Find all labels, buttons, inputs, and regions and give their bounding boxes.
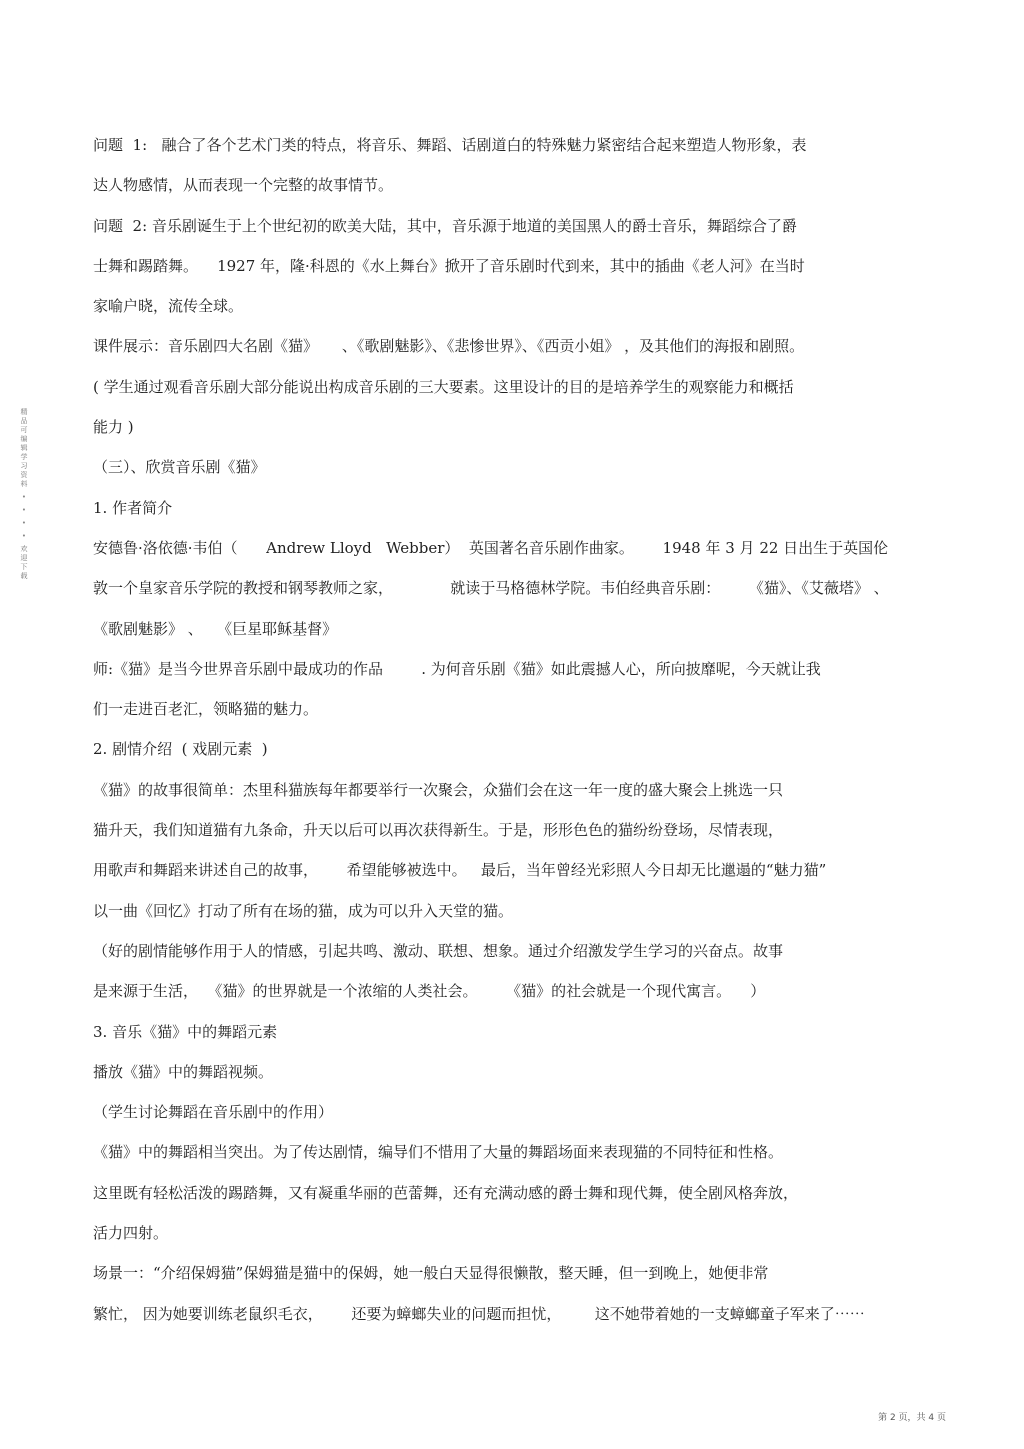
text-line: 《歌剧魅影》 、 《巨星耶稣基督》 — [93, 619, 338, 638]
side-watermark — [18, 408, 30, 581]
text-line: 活力四射。 — [93, 1224, 169, 1243]
text-line: 场景一：“介绍保姆猫”保姆猫是猫中的保姆，她一般白天显得很懒散，整天睡，但一到晚上，她便非常 — [93, 1264, 769, 1283]
side-dot: • — [21, 532, 27, 540]
text-line: 是来源于生活， 《猫》的世界就是一个浓缩的人类社会。 《猫》的社会就是一个现代寓言。 ） — [93, 982, 766, 1001]
text-line: 问题 2: 音乐剧诞生于上个世纪初的欧美大陆，其中，音乐源于地道的美国黑人的爵士音乐，舞蹈综合了爵 — [93, 216, 797, 235]
side-note-part2: 欢迎下载 — [20, 545, 28, 580]
text-line: 猫升天，我们知道猫有九条命，升天以后可以再次获得新生。于是，形形色色的猫纷纷登场，尽情表现， — [93, 821, 784, 840]
text-line: 能力 ) — [93, 418, 134, 437]
side-note-part1: 精品可编辑学习资料 — [20, 408, 28, 488]
text-line: （好的剧情能够作用于人的情感，引起共鸣、激动、联想、想象。通过介绍激发学生学习的兴奋点。故事 — [93, 941, 784, 960]
text-line: ( 学生通过观看音乐剧大部分能说出构成音乐剧的三大要素。这里设计的目的是培养学生的观察能力和概括 — [93, 377, 794, 396]
text-line: 问题 1: 融合了各个艺术门类的特点，将音乐、舞蹈、话剧道白的特殊魅力紧密结合起来塑造人物形象，表 — [93, 136, 807, 154]
text-line: 家喻户晓，流传全球。 — [93, 297, 244, 316]
text-line: 课件展示：音乐剧四大名剧《猫》 、《歌剧魅影》、《悲惨世界》、《西贡小姐》 ，及其他们的海报和剧照。 — [93, 337, 805, 356]
subheading: 2. 剧情介绍 ( 戏剧元素 ) — [93, 740, 268, 759]
subheading: 3. 音乐《猫》中的舞蹈元素 — [93, 1022, 278, 1041]
text-line: 繁忙， 因为她要训练老鼠织毛衣， 还要为蟑螂失业的问题而担忧， 这不她带着她的一支蟑螂童子军来了⋯⋯ — [93, 1304, 865, 1323]
text-line: 这里既有轻松活泼的踢踏舞，又有凝重华丽的芭蕾舞，还有充满动感的爵士舞和现代舞，使全剧风格奔放， — [93, 1183, 799, 1202]
text-line: 《猫》中的舞蹈相当突出。为了传达剧情，编导们不惜用了大量的舞蹈场面来表现猫的不同特征和性格。 — [93, 1143, 784, 1162]
text-line: 安德鲁·洛依德·韦伯（ Andrew Lloyd Webber） 英国著名音乐剧作曲家。 1948 年 3 月 22 日出生于英国伦 — [93, 538, 889, 557]
text-line: 师:《猫》是当今世界音乐剧中最成功的作品 . 为何音乐剧《猫》如此震撼人心，所向披靡呢，今天就让我 — [93, 659, 821, 678]
text-line: 士舞和踢踏舞。 1927 年，隆·科恩的《水上舞台》掀开了音乐剧时代到来，其中的插曲《老人河》在当时 — [93, 256, 805, 275]
side-dot: • — [21, 519, 27, 527]
text-line: 播放《猫》中的舞蹈视频。 — [93, 1062, 274, 1081]
text-line: 敦一个皇家音乐学院的教授和钢琴教师之家， 就读于马格德林学院。韦伯经典音乐剧： 《猫》、《艾薇塔》 、 — [93, 579, 889, 598]
section-heading: （三）、欣赏音乐剧《猫》 — [93, 458, 266, 477]
subheading: 1. 作者简介 — [93, 498, 173, 517]
side-dot: • — [21, 493, 27, 501]
text-line: 以一曲《回忆》打动了所有在场的猫，成为可以升入天堂的猫。 — [93, 901, 514, 920]
text-line: 达人物感情，从而表现一个完整的故事情节。 — [93, 176, 394, 195]
document-body — [93, 130, 933, 1339]
side-dot: • — [21, 506, 27, 514]
text-line: （学生讨论舞蹈在音乐剧中的作用） — [93, 1103, 334, 1122]
text-line: 《猫》的故事很简单：杰里科猫族每年都要举行一次聚会，众猫们会在这一年一度的盛大聚会上挑选一只 — [93, 780, 784, 799]
page-footer: 第 2 页，共 4 页 — [878, 1413, 946, 1423]
text-line: 们一走进百老汇，领略猫的魅力。 — [93, 700, 319, 719]
text-line: 用歌声和舞蹈来讲述自己的故事， 希望能够被选中。 最后，当年曾经光彩照人今日却无比邋遢的“魅力猫” — [93, 861, 827, 880]
